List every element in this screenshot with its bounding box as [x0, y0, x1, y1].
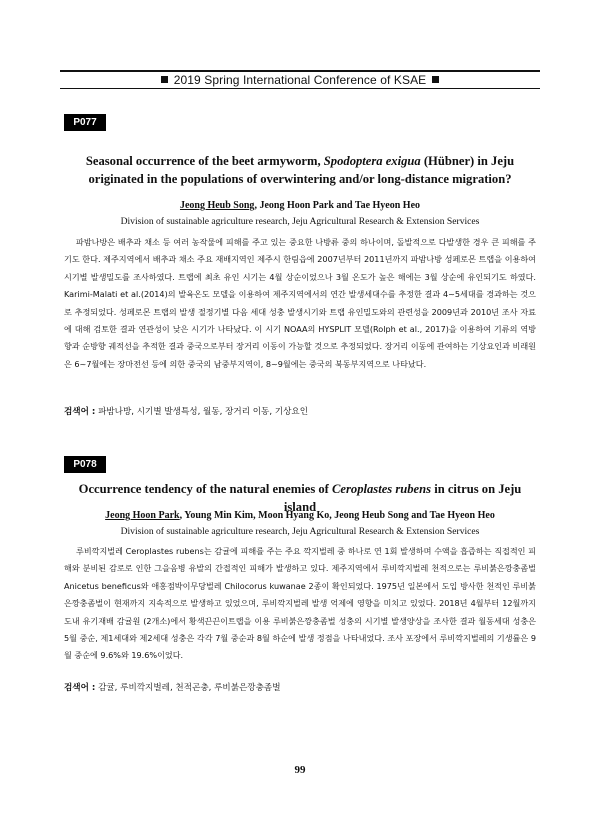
running-header: [60, 72, 540, 88]
abstract-id-badge: P077: [64, 114, 106, 131]
abstract-title: Seasonal occurrence of the beet armyworm, Spodoptera exigua (Hübner) in Jeju originated in the populations of overwintering and/or long-distance migration?: [85, 154, 515, 186]
conference-name: 2019 Spring International Conference of KSAE: [173, 73, 427, 87]
author-list: Jeong Heub Song, Jeong Hoon Park and Tae Hyeon Heo: [179, 200, 421, 211]
presenting-author: Jeong Heub Song: [179, 200, 255, 211]
affiliation: Division of sustainable agriculture research, Jeju Agricultural Research & Extension Services: [120, 526, 480, 537]
square-bullet-icon: [161, 76, 168, 83]
keywords: 검색어 : 파밤나방, 시기별 발생특성, 월동, 장거리 이동, 기상요인: [64, 407, 309, 417]
keywords: 검색어 : 감귤, 루비깍지벌레, 천적곤충, 루비붉은깡충좀벌: [64, 683, 281, 693]
presenting-author: Jeong Hoon Park: [105, 510, 180, 521]
abstract-title: Occurrence tendency of the natural enemies of Ceroplastes rubens in citrus on Jeju island: [78, 482, 522, 514]
affiliation: Division of sustainable agriculture research, Jeju Agricultural Research & Extension Services: [120, 216, 480, 227]
keywords-label: 검색어 :: [64, 407, 96, 417]
square-bullet-icon: [432, 76, 439, 83]
page-number: 99: [294, 764, 306, 776]
abstract-body: 루비깍지벌레 Ceroplastes rubens는 감귤에 피해를 주는 주요 깍지벌레 중 하나로 연 1회 발생하며 수액을 흡즙하는 직접적인 피해와 분비된 감로로 인한 그을음병 유발의 간접적인 피해가 발생하고 있다. 제주지역에서 루비깍지벌레 천적으로는 루비붉은깡충좀벌 Anicetus beneficus와 애홍점박이무당벌레 Chilocorus kuwanae 2종이 확인되었다. 1975년 일본에서 도입 방사한 천적인 루비붉은깡충좀벌이 현재까지 지속적으로 발생하고 있었으며, 루비깍지벌레 발생 억제에 영향을 미치고 있었다. 2018년 4월부터 12월까지 도내 유기재배 감귤원 (2개소)에서 황색끈끈이트랩을 이용 루비붉은깡충좀벌 성충의 시기별 발생양상을 조사한 결과 월동세대 성충은 5월 중순, 제1세대와 제2세대 성충은 각각 7월 중순과 8월 하순에 발생 정점을 나타내었다. 조사 포장에서 루비깍지벌레의 기생률은 9월 중순에 9.6%와 19.6%이었다.: [64, 546, 536, 661]
abstract-id-badge: P078: [64, 456, 106, 473]
author-list: Jeong Hoon Park, Young Min Kim, Moon Hyang Ko, Jeong Heub Song and Tae Hyeon Heo: [105, 510, 495, 521]
header-rule-bottom: [60, 88, 540, 89]
abstract-body: 파밤나방은 배추과 채소 등 여러 농작물에 피해를 주고 있는 중요한 나방류 중의 하나이며, 돌발적으로 다발생한 경우 큰 피해를 주기도 한다. 제주지역에서 배추과 채소 주요 재배지역인 제주시 한림읍에 2007년부터 2011년까지 파밤나방 성페로몬 트랩을 이용하여 시기별 발생밀도를 조사하였다. 트랩에 최초 유인 시기는 4월 상순이었으나 3월 온도가 높은 해에는 3월 상순에 유인되기도 하였다. Karimi-Malati et al.(2014)의 발육온도 모델을 이용하여 제주지역에서의 연간 발생세대수를 추정한 결과 4~5세대를 경과하는 것으로 추정되었다. 성페로몬 트랩의 발생 절정기별 다음 세대 성충 발생시기와 트랩 유인밀도와의 관련성을 2009년과 2010년 조사 자료에 대해 검토한 결과 연관성이 낮은 시기가 나타났다. 이 시기 NOAA의 HYSPLIT 모델(Rolph et al., 2017)을 이용하여 기류의 역방향과 순방향 궤적선을 추적한 결과 중국으로부터 장거리 이동이 가능할 것으로 추정되었다. 장거리 이동에 관여하는 기상요인과 비래원은 6~7월에는 장마전선 등에 의한 중국의 남중부지역이, 8~9월에는 중국의 북동부지역으로 나타났다.: [64, 237, 536, 369]
keywords-label: 검색어 :: [64, 683, 96, 693]
